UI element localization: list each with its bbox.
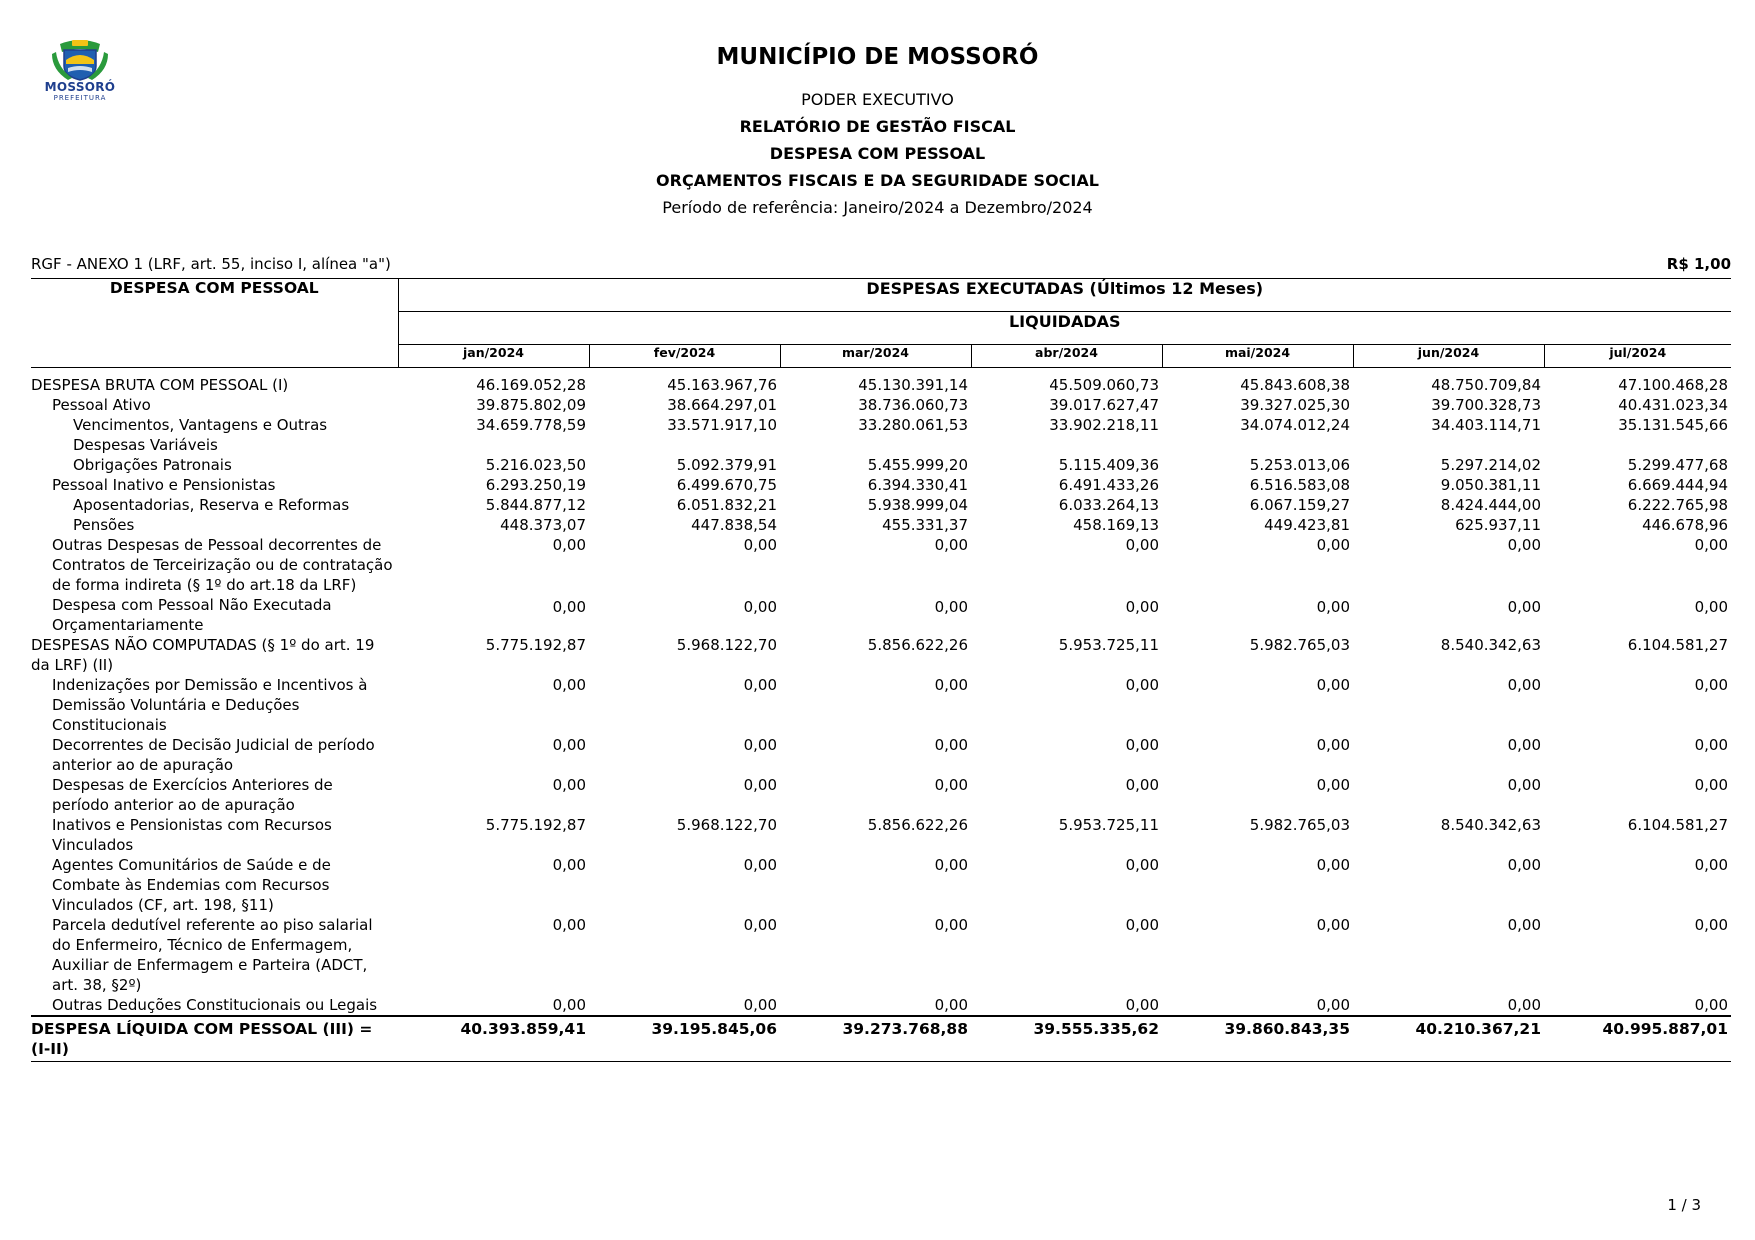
personnel-expense-table — [31, 278, 1731, 1062]
cell-value: 5.115.409,36 — [1058, 456, 1159, 474]
cell-value: 0,00 — [1694, 736, 1728, 754]
cell-value: 5.856.622,26 — [867, 636, 968, 654]
cell-value: 625.937,11 — [1455, 516, 1541, 534]
cell-value: 458.169,13 — [1073, 516, 1159, 534]
cell-value: 0,00 — [1125, 916, 1159, 934]
table-row — [31, 515, 1731, 535]
cell-value: 0,00 — [1507, 856, 1541, 874]
month-header: jul/2024 — [1544, 345, 1731, 368]
logo-subtitle: PREFEITURA — [53, 94, 107, 102]
cell-value: 45.509.060,73 — [1049, 376, 1159, 394]
budgets-line: ORÇAMENTOS FISCAIS E DA SEGURIDADE SOCIAL — [656, 171, 1099, 190]
report-title: RELATÓRIO DE GESTÃO FISCAL — [739, 117, 1016, 136]
cell-value: 45.163.967,76 — [667, 376, 777, 394]
cell-value: 5.953.725,11 — [1058, 636, 1159, 654]
cell-value: 0,00 — [1125, 536, 1159, 554]
cell-value: 48.750.709,84 — [1431, 376, 1541, 394]
cell-value: 39.875.802,09 — [476, 396, 586, 414]
total-value: 39.860.843,35 — [1162, 1016, 1353, 1062]
cell-value: 0,00 — [1125, 736, 1159, 754]
row-label: Parcela dedutível referente ao piso salarial do Enfermeiro, Técnico de Enfermagem, Auxiliar de Enfermagem e Parteira (ADCT, art. 38, §2º) — [52, 916, 373, 994]
settled-header: LIQUIDADAS — [398, 312, 1731, 345]
cell-value: 0,00 — [1125, 856, 1159, 874]
cell-value: 5.253.013,06 — [1249, 456, 1350, 474]
cell-value: 0,00 — [1507, 736, 1541, 754]
cell-value: 35.131.545,66 — [1618, 416, 1728, 434]
cell-value: 5.968.122,70 — [676, 636, 777, 654]
report-subject: DESPESA COM PESSOAL — [769, 144, 986, 163]
row-label: Obrigações Patronais — [73, 456, 232, 474]
cell-value: 5.297.214,02 — [1440, 456, 1541, 474]
cell-value: 6.067.159,27 — [1249, 496, 1350, 514]
cell-value: 40.431.023,34 — [1618, 396, 1728, 414]
table-row — [31, 815, 1731, 855]
row-label: Decorrentes de Decisão Judicial de período anterior ao de apuração — [52, 736, 375, 774]
cell-value: 0,00 — [743, 996, 777, 1014]
table-row — [31, 735, 1731, 775]
table-row — [31, 915, 1731, 995]
cell-value: 8.540.342,63 — [1440, 636, 1541, 654]
cell-value: 46.169.052,28 — [476, 376, 586, 394]
month-header: mai/2024 — [1162, 345, 1353, 368]
cell-value: 0,00 — [1316, 598, 1350, 616]
cell-value: 45.843.608,38 — [1240, 376, 1350, 394]
table-row — [31, 415, 1731, 455]
table-row — [31, 775, 1731, 815]
cell-value: 0,00 — [552, 856, 586, 874]
cell-value: 5.092.379,91 — [676, 456, 777, 474]
municipality-title: MUNICÍPIO DE MOSSORÓ — [716, 44, 1039, 70]
cell-value: 5.968.122,70 — [676, 816, 777, 834]
cell-value: 0,00 — [1125, 676, 1159, 694]
cell-value: 38.736.060,73 — [858, 396, 968, 414]
currency-unit: R$ 1,00 — [1666, 255, 1731, 273]
cell-value: 447.838,54 — [691, 516, 777, 534]
cell-value: 6.499.670,75 — [676, 476, 777, 494]
cell-value: 5.938.999,04 — [867, 496, 968, 514]
cell-value: 6.394.330,41 — [867, 476, 968, 494]
table-row — [31, 595, 1731, 635]
table-row — [31, 855, 1731, 915]
annex-reference: RGF - ANEXO 1 (LRF, art. 55, inciso I, alínea "a") — [31, 255, 391, 273]
cell-value: 0,00 — [1507, 776, 1541, 794]
cell-value: 0,00 — [1316, 856, 1350, 874]
cell-value: 0,00 — [1694, 598, 1728, 616]
cell-value: 39.700.328,73 — [1431, 396, 1541, 414]
row-label: DESPESA BRUTA COM PESSOAL (I) — [31, 376, 289, 394]
cell-value: 0,00 — [552, 776, 586, 794]
month-header: fev/2024 — [589, 345, 780, 368]
cell-value: 0,00 — [743, 776, 777, 794]
table-row — [31, 675, 1731, 735]
reference-period: Período de referência: Janeiro/2024 a Dezembro/2024 — [662, 198, 1093, 217]
row-label: Outras Despesas de Pessoal decorrentes de Contratos de Terceirização ou de contratação de forma indireta (§ 1º do art.18 da LRF) — [52, 536, 393, 594]
row-label: Outras Deduções Constitucionais ou Legais — [52, 996, 378, 1014]
cell-value: 8.424.444,00 — [1440, 496, 1541, 514]
row-label: Indenizações por Demissão e Incentivos à Demissão Voluntária e Deduções Constitucionais — [52, 676, 368, 734]
cell-value: 5.775.192,87 — [485, 816, 586, 834]
table-row — [31, 495, 1731, 515]
cell-value: 5.775.192,87 — [485, 636, 586, 654]
table-row — [31, 455, 1731, 475]
cell-value: 0,00 — [1507, 598, 1541, 616]
cell-value: 5.455.999,20 — [867, 456, 968, 474]
total-label: DESPESA LÍQUIDA COM PESSOAL (III) = (I-II) — [31, 1016, 398, 1062]
cell-value: 0,00 — [552, 916, 586, 934]
cell-value: 449.423,81 — [1264, 516, 1350, 534]
cell-value: 33.902.218,11 — [1049, 416, 1159, 434]
cell-value: 0,00 — [552, 598, 586, 616]
cell-value: 34.659.778,59 — [476, 416, 586, 434]
total-value: 39.555.335,62 — [971, 1016, 1162, 1062]
cell-value: 0,00 — [1694, 676, 1728, 694]
cell-value: 5.856.622,26 — [867, 816, 968, 834]
month-header: jun/2024 — [1353, 345, 1544, 368]
cell-value: 448.373,07 — [500, 516, 586, 534]
cell-value: 0,00 — [934, 598, 968, 616]
cell-value: 5.844.877,12 — [485, 496, 586, 514]
cell-value: 9.050.381,11 — [1440, 476, 1541, 494]
cell-value: 0,00 — [1507, 916, 1541, 934]
cell-value: 5.982.765,03 — [1249, 816, 1350, 834]
cell-value: 8.540.342,63 — [1440, 816, 1541, 834]
cell-value: 39.327.025,30 — [1240, 396, 1350, 414]
row-label: Despesas de Exercícios Anteriores de período anterior ao de apuração — [52, 776, 333, 814]
power-line: PODER EXECUTIVO — [801, 90, 954, 109]
logo-wordmark: MOSSORÓ — [44, 80, 116, 94]
page-number: 1 / 3 — [1667, 1196, 1701, 1214]
row-label: Aposentadorias, Reserva e Reformas — [73, 496, 350, 514]
total-row — [31, 1016, 1731, 1062]
row-label: Despesa com Pessoal Não Executada Orçamentariamente — [52, 596, 332, 634]
cell-value: 6.051.832,21 — [676, 496, 777, 514]
cell-value: 0,00 — [934, 856, 968, 874]
total-value: 40.995.887,01 — [1544, 1016, 1731, 1062]
cell-value: 455.331,37 — [882, 516, 968, 534]
cell-value: 0,00 — [934, 996, 968, 1014]
table-row — [31, 535, 1731, 595]
cell-value: 0,00 — [1316, 736, 1350, 754]
cell-value: 0,00 — [743, 598, 777, 616]
cell-value: 6.222.765,98 — [1627, 496, 1728, 514]
cell-value: 0,00 — [743, 736, 777, 754]
cell-value: 6.516.583,08 — [1249, 476, 1350, 494]
month-header: mar/2024 — [780, 345, 971, 368]
cell-value: 0,00 — [1694, 776, 1728, 794]
cell-value: 0,00 — [1694, 536, 1728, 554]
row-label: DESPESAS NÃO COMPUTADAS (§ 1º do art. 19 da LRF) (II) — [31, 636, 375, 674]
cell-value: 0,00 — [1507, 996, 1541, 1014]
cell-value: 6.033.264,13 — [1058, 496, 1159, 514]
cell-value: 0,00 — [934, 736, 968, 754]
cell-value: 0,00 — [1125, 996, 1159, 1014]
cell-value: 33.571.917,10 — [667, 416, 777, 434]
cell-value: 45.130.391,14 — [858, 376, 968, 394]
table-row — [31, 368, 1731, 396]
cell-value: 5.982.765,03 — [1249, 636, 1350, 654]
cell-value: 33.280.061,53 — [858, 416, 968, 434]
cell-value: 0,00 — [552, 536, 586, 554]
cell-value: 38.664.297,01 — [667, 396, 777, 414]
cell-value: 47.100.468,28 — [1618, 376, 1728, 394]
cell-value: 6.104.581,27 — [1627, 816, 1728, 834]
cell-value: 5.299.477,68 — [1627, 456, 1728, 474]
cell-value: 0,00 — [743, 536, 777, 554]
row-label: Pensões — [73, 516, 135, 534]
row-label: Agentes Comunitários de Saúde e de Combate às Endemias com Recursos Vinculados (CF, art. 198, §11) — [52, 856, 331, 914]
total-value: 40.393.859,41 — [398, 1016, 589, 1062]
total-value: 40.210.367,21 — [1353, 1016, 1544, 1062]
cell-value: 34.074.012,24 — [1240, 416, 1350, 434]
cell-value: 34.403.114,71 — [1431, 416, 1541, 434]
cell-value: 0,00 — [552, 996, 586, 1014]
cell-value: 446.678,96 — [1642, 516, 1728, 534]
cell-value: 0,00 — [1507, 676, 1541, 694]
cell-value: 0,00 — [1316, 916, 1350, 934]
cell-value: 0,00 — [1316, 996, 1350, 1014]
cell-value: 0,00 — [934, 916, 968, 934]
label-column-header: DESPESA COM PESSOAL — [31, 279, 398, 368]
cell-value: 0,00 — [1694, 856, 1728, 874]
cell-value: 0,00 — [552, 676, 586, 694]
cell-value: 0,00 — [1125, 776, 1159, 794]
cell-value: 39.017.627,47 — [1049, 396, 1159, 414]
cell-value: 6.491.433,26 — [1058, 476, 1159, 494]
cell-value: 0,00 — [743, 856, 777, 874]
table-row — [31, 475, 1731, 495]
cell-value: 0,00 — [743, 916, 777, 934]
cell-value: 6.669.444,94 — [1627, 476, 1728, 494]
cell-value: 0,00 — [1316, 676, 1350, 694]
cell-value: 0,00 — [1694, 996, 1728, 1014]
cell-value: 0,00 — [934, 776, 968, 794]
table-row — [31, 395, 1731, 415]
cell-value: 5.216.023,50 — [485, 456, 586, 474]
cell-value: 5.953.725,11 — [1058, 816, 1159, 834]
cell-value: 0,00 — [1507, 536, 1541, 554]
cell-value: 6.293.250,19 — [485, 476, 586, 494]
total-value: 39.273.768,88 — [780, 1016, 971, 1062]
row-label: Inativos e Pensionistas com Recursos Vinculados — [52, 816, 332, 854]
row-label: Pessoal Ativo — [52, 396, 151, 414]
total-value: 39.195.845,06 — [589, 1016, 780, 1062]
cell-value: 0,00 — [1316, 536, 1350, 554]
cell-value: 0,00 — [552, 736, 586, 754]
table-row — [31, 635, 1731, 675]
cell-value: 0,00 — [934, 676, 968, 694]
cell-value: 0,00 — [743, 676, 777, 694]
row-label: Pessoal Inativo e Pensionistas — [52, 476, 276, 494]
cell-value: 0,00 — [1125, 598, 1159, 616]
cell-value: 0,00 — [1694, 916, 1728, 934]
cell-value: 0,00 — [1316, 776, 1350, 794]
month-header: jan/2024 — [398, 345, 589, 368]
table-row — [31, 995, 1731, 1016]
cell-value: 6.104.581,27 — [1627, 636, 1728, 654]
executed-expenses-header: DESPESAS EXECUTADAS (Últimos 12 Meses) — [398, 279, 1731, 312]
row-label: Vencimentos, Vantagens e Outras Despesas Variáveis — [73, 416, 328, 454]
cell-value: 0,00 — [934, 536, 968, 554]
month-header: abr/2024 — [971, 345, 1162, 368]
